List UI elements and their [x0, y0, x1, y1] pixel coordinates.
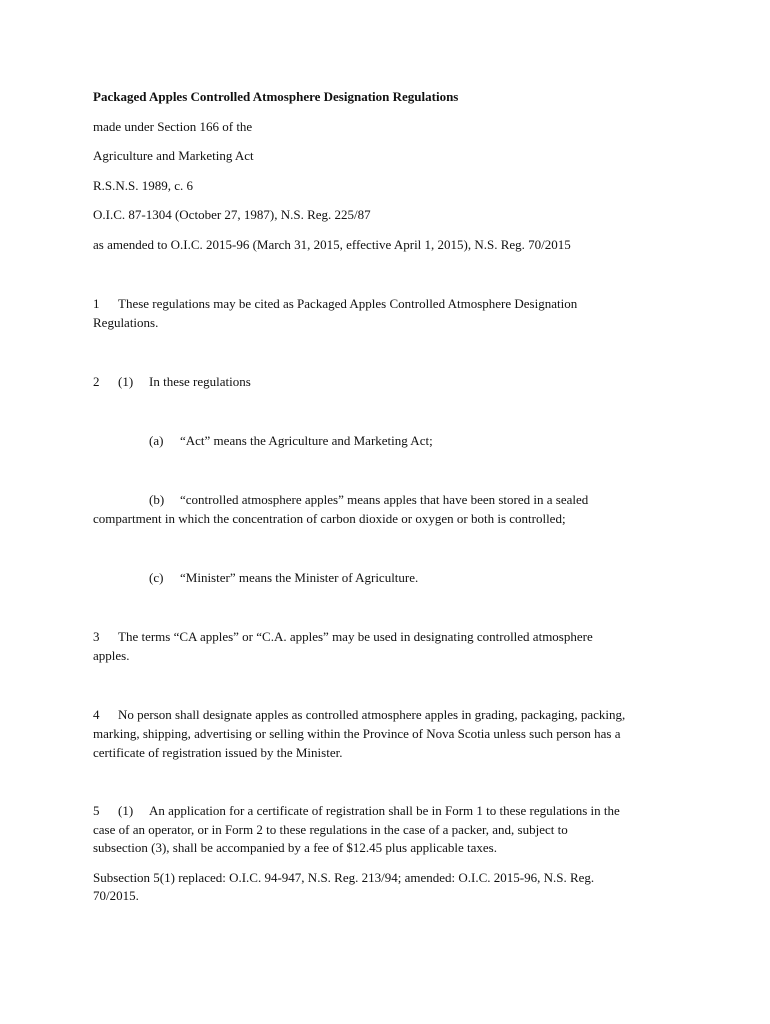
section-4-number: 4: [93, 707, 100, 722]
definition-c-text: “Minister” means the Minister of Agriculture.: [180, 570, 419, 585]
definition-a-label: (a): [149, 433, 164, 448]
header-line-amended: as amended to O.I.C. 2015-96 (March 31, 2015, effective April 1, 2015), N.S. Reg. 70/2015: [93, 237, 571, 252]
section-1-line-1: [93, 295, 577, 313]
header-line-act-name: Agriculture and Marketing Act: [93, 148, 254, 163]
section-1-text: These regulations may be cited as Packaged Apples Controlled Atmosphere Designation: [118, 296, 578, 311]
section-2-line: [93, 373, 251, 391]
definition-c: [149, 569, 418, 587]
section-5-amendment-note-line-1: Subsection 5(1) replaced: O.I.C. 94-947, N.S. Reg. 213/94; amended: O.I.C. 2015-96, N.S. Reg.: [93, 870, 595, 885]
definition-a-text: “Act” means the Agriculture and Marketing Act;: [180, 433, 433, 448]
section-4-line-1: [93, 706, 625, 724]
section-5-line-2: case of an operator, or in Form 2 to these regulations in the case of a packer, and, subject to: [93, 822, 568, 837]
document-title: Packaged Apples Controlled Atmosphere Designation Regulations: [93, 89, 459, 104]
section-2-subsection: (1): [118, 374, 134, 389]
section-3-text: The terms “CA apples” or “C.A. apples” may be used in designating controlled atmosphere: [118, 629, 593, 644]
section-5-line-1: [93, 802, 620, 820]
definition-a: [149, 432, 433, 450]
section-2-number: 2: [93, 374, 100, 389]
section-5-amendment-note-line-2: 70/2015.: [93, 888, 139, 903]
section-5-number: 5: [93, 803, 100, 818]
section-4-text: No person shall designate apples as controlled atmosphere apples in grading, packaging, packing,: [118, 707, 626, 722]
definition-b-text: “controlled atmosphere apples” means apples that have been stored in a sealed: [180, 492, 589, 507]
section-5-text: An application for a certificate of registration shall be in Form 1 to these regulations in the: [149, 803, 620, 818]
section-3-line-1: [93, 628, 593, 646]
definition-b-line-1: [149, 491, 588, 509]
section-2-text: In these regulations: [149, 374, 251, 389]
section-5-subsection: (1): [118, 803, 134, 818]
definition-b-label: (b): [149, 492, 165, 507]
section-5-line-3: subsection (3), shall be accompanied by a fee of $12.45 plus applicable taxes.: [93, 840, 497, 855]
header-line-oic: O.I.C. 87-1304 (October 27, 1987), N.S. Reg. 225/87: [93, 207, 371, 222]
section-3-line-2: apples.: [93, 648, 130, 663]
header-line-made-under: made under Section 166 of the: [93, 119, 253, 134]
definition-b-line-2: compartment in which the concentration of carbon dioxide or oxygen or both is controlled;: [93, 511, 566, 526]
section-1-number: 1: [93, 296, 100, 311]
header-line-rsns: R.S.N.S. 1989, c. 6: [93, 178, 194, 193]
section-4-line-3: certificate of registration issued by the Minister.: [93, 745, 343, 760]
section-3-number: 3: [93, 629, 100, 644]
definition-c-label: (c): [149, 570, 164, 585]
section-1-line-2: Regulations.: [93, 315, 159, 330]
section-4-line-2: marking, shipping, advertising or selling within the Province of Nova Scotia unless such person has a: [93, 726, 621, 741]
